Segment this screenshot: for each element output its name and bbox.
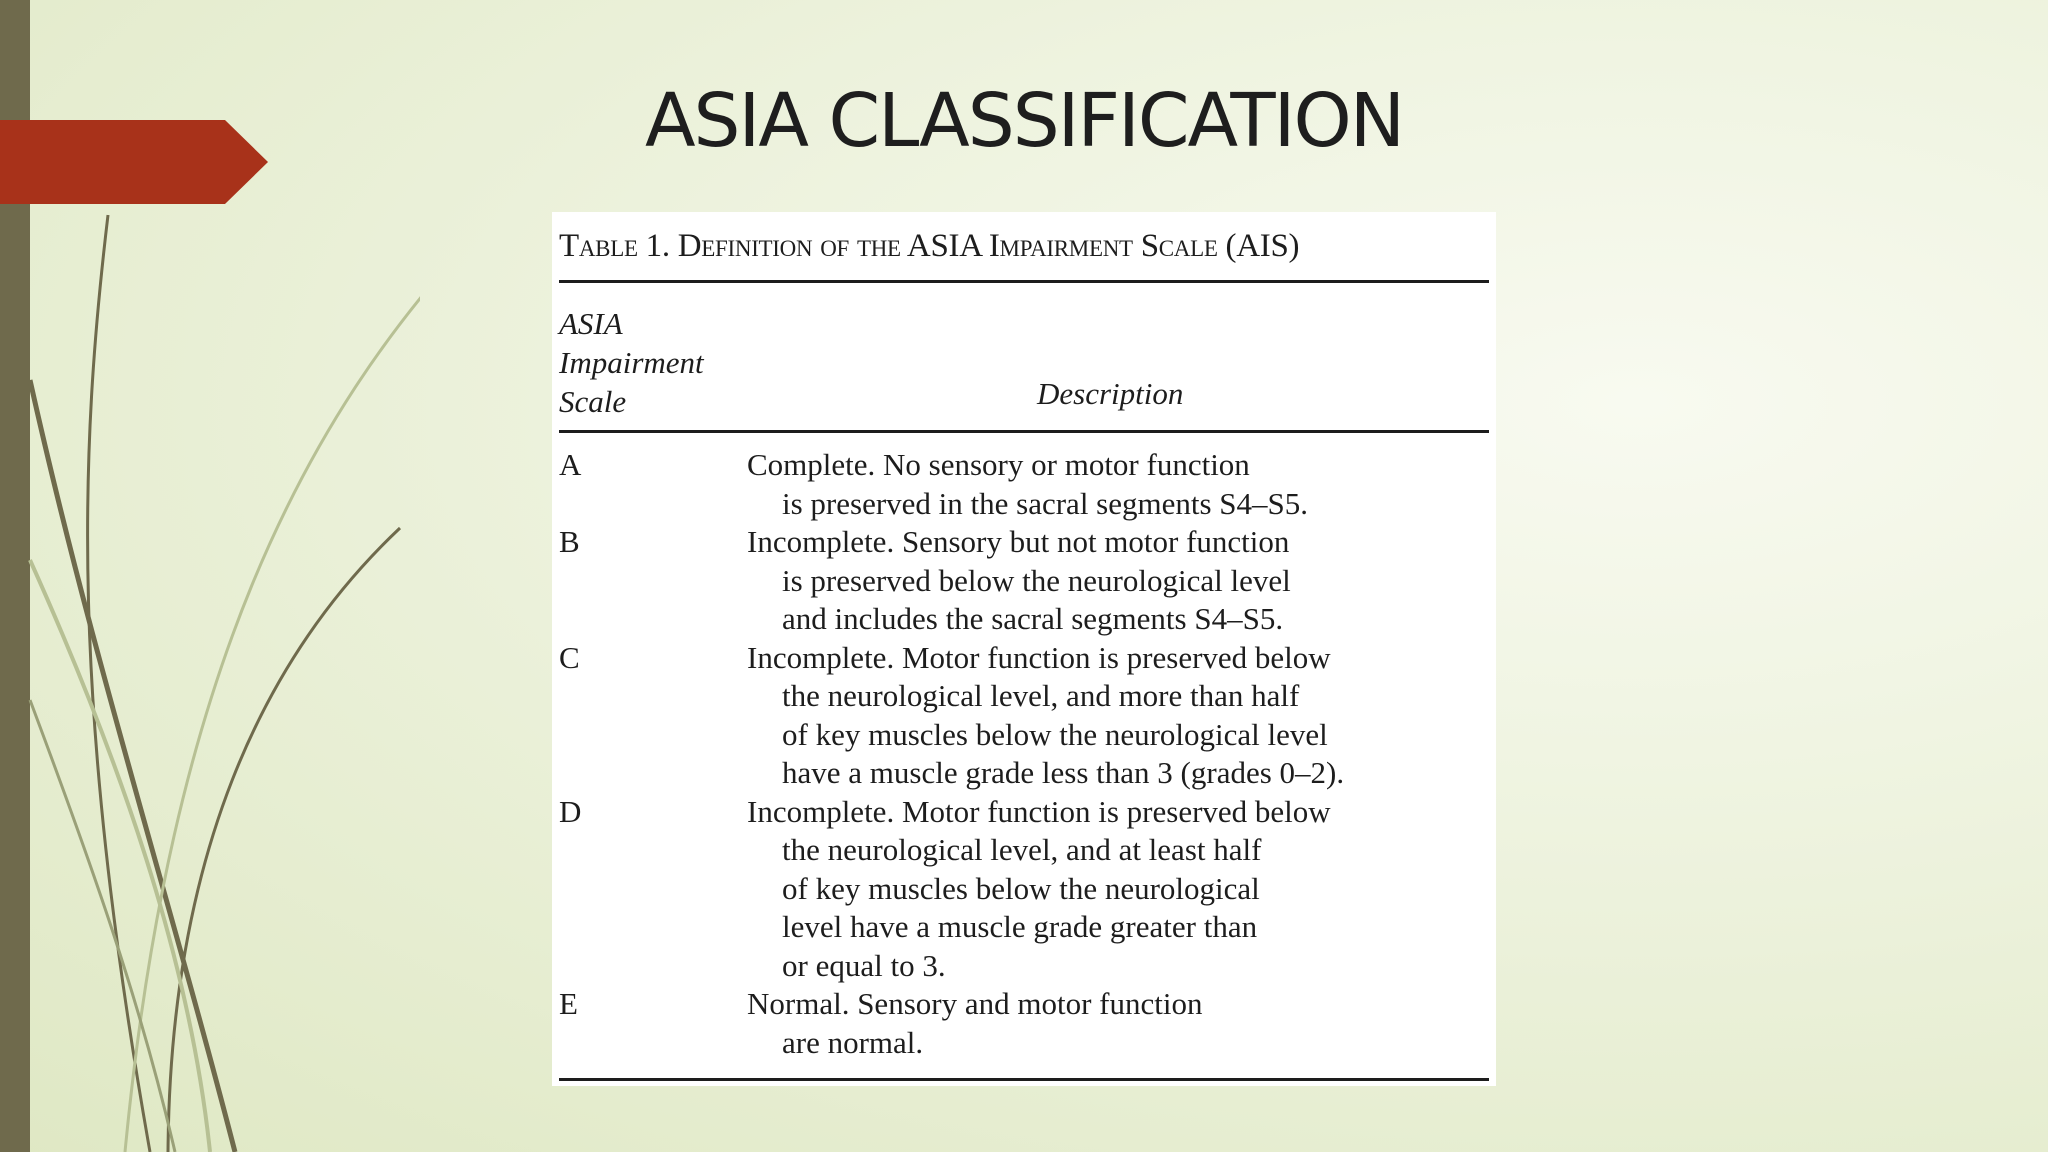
table-row [559, 793, 1494, 986]
description-cell: Incomplete. Motor function is preserved below the neurological level, and more than half of key muscles below the neurological level have a muscle grade less than 3 (grades 0–2). [747, 639, 1345, 790]
grade-cell: D [559, 793, 582, 829]
grade-cell: E [559, 986, 578, 1021]
table-caption: Table 1. Definition of the ASIA Impairment Scale (AIS) [559, 228, 1300, 264]
table-top-rule [559, 280, 1489, 283]
column-header-scale: ASIA Impairment Scale [559, 306, 704, 419]
description-cell: Incomplete. Motor function is preserved below the neurological level, and at least half of key muscles below the neurological level have a muscle grade greater than or equal to 3. [747, 793, 1331, 983]
table-row [559, 639, 1494, 793]
description-cell: Incomplete. Sensory but not motor function is preserved below the neurological level and includes the sacral segments S4–S5. [747, 524, 1291, 636]
grade-cell: A [559, 447, 582, 482]
asia-impairment-table [552, 212, 1496, 1086]
table-body [559, 446, 1494, 1062]
table-header-rule [559, 430, 1489, 433]
description-cell: Complete. No sensory or motor function is preserved in the sacral segments S4–S5. [747, 447, 1309, 521]
grade-cell: C [559, 639, 580, 675]
description-cell: Normal. Sensory and motor function are normal. [747, 986, 1203, 1060]
column-header-description: Description [1037, 376, 1184, 411]
table-row [559, 523, 1494, 639]
slide-title: ASIA CLASSIFICATION [644, 78, 1404, 164]
table-row [559, 985, 1494, 1062]
grade-cell: B [559, 524, 580, 559]
table-bottom-rule [559, 1078, 1489, 1081]
table-row [559, 446, 1494, 523]
